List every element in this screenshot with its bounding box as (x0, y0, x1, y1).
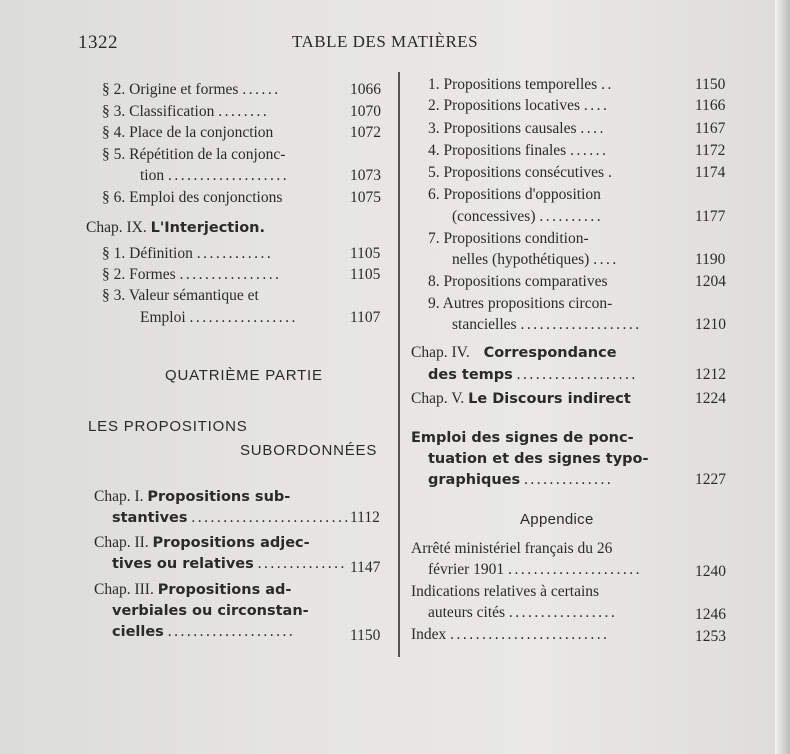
chapter-heading: Chap. IV. Correspondance (411, 344, 617, 361)
toc-page: 1105 (350, 245, 381, 262)
toc-entry: § 3. Classification ........ (102, 103, 270, 120)
toc-entry: 3. Propositions causales .... (428, 120, 606, 137)
toc-entry: février 1901 ..................... (428, 561, 642, 578)
toc-page: 1072 (350, 124, 381, 141)
toc-entry: 8. Propositions comparatives (428, 273, 608, 290)
section-heading: graphiques .............. (428, 471, 614, 488)
toc-entry: § 2. Formes ................ (102, 266, 282, 283)
toc-entry: 4. Propositions finales ...... (428, 142, 609, 159)
toc-page: 1066 (350, 81, 381, 98)
toc-page: 1240 (695, 563, 726, 580)
toc-page: 1070 (350, 103, 381, 120)
toc-page: 1177 (695, 208, 726, 225)
toc-entry: § 5. Répétition de la conjonc- (102, 146, 286, 163)
chapter-heading: cielles .................... (112, 623, 296, 640)
toc-entry: 1. Propositions temporelles .. (428, 76, 614, 93)
toc-entry: tion ................... (140, 167, 290, 184)
toc-page: 1190 (695, 251, 726, 268)
toc-entry: § 1. Définition ............ (102, 245, 274, 262)
chapter-heading: tives ou relatives .............. (112, 555, 347, 572)
toc-entry: (concessives) .......... (452, 208, 604, 225)
toc-page: 1172 (695, 142, 726, 159)
chapter-heading: Chap. IX. L'Interjection. (86, 219, 265, 236)
toc-entry: § 6. Emploi des conjonctions (102, 189, 283, 206)
toc-entry: § 4. Place de la conjonction (102, 124, 274, 141)
toc-entry: Index ......................... (411, 626, 610, 643)
toc-page: 1112 (350, 509, 380, 526)
toc-entry: 7. Propositions condition- (428, 230, 589, 247)
toc-page: 1150 (350, 627, 381, 644)
toc-page: 1224 (695, 390, 726, 407)
column-divider (398, 72, 400, 657)
chapter-heading: des temps ................... (428, 366, 638, 383)
toc-page: 1150 (695, 76, 726, 93)
toc-page: 1212 (695, 366, 726, 383)
toc-page: 1227 (695, 471, 726, 488)
chapter-heading: verbiales ou circonstan- (112, 603, 309, 619)
toc-page: 1073 (350, 167, 381, 184)
toc-entry: § 3. Valeur sémantique et (102, 287, 259, 304)
chapter-heading: Chap. I. Propositions sub- (94, 488, 291, 505)
chapter-heading: Chap. V. Le Discours indirect (411, 390, 631, 407)
toc-entry: § 2. Origine et formes ...... (102, 81, 281, 98)
toc-page: 1174 (695, 164, 726, 181)
toc-page: 1253 (695, 628, 726, 645)
toc-page: 1167 (695, 120, 726, 137)
toc-entry: 5. Propositions consécutives . (428, 164, 615, 181)
toc-page: 1246 (695, 606, 726, 623)
section-heading: LES PROPOSITIONS (88, 418, 248, 435)
toc-page: 1204 (695, 273, 726, 290)
toc-entry: Arrêté ministériel français du 26 (411, 540, 613, 557)
toc-entry: nelles (hypothétiques) .... (452, 251, 619, 268)
toc-entry: auteurs cités ................. (428, 604, 618, 621)
toc-page: 1147 (350, 559, 381, 576)
toc-entry: 2. Propositions locatives .... (428, 97, 610, 114)
section-heading: Emploi des signes de ponc- (411, 430, 634, 446)
toc-entry: 9. Autres propositions circon- (428, 295, 613, 312)
toc-entry: stancielles ................... (452, 316, 642, 333)
section-heading: tuation et des signes typo- (428, 451, 649, 467)
page-number: 1322 (78, 32, 118, 53)
section-heading: SUBORDONNÉES (240, 442, 378, 459)
running-title: TABLE DES MATIÈRES (292, 32, 479, 51)
page-edge (775, 0, 790, 754)
toc-entry: 6. Propositions d'opposition (428, 186, 601, 203)
appendix-heading: Appendice (520, 511, 594, 528)
chapter-heading: Chap. II. Propositions adjec- (94, 534, 310, 551)
toc-page: 1075 (350, 189, 381, 206)
toc-entry: Emploi ................. (140, 309, 298, 326)
toc-entry: Indications relatives à certains (411, 583, 600, 600)
part-heading: QUATRIÈME PARTIE (165, 367, 323, 384)
toc-page: 1107 (350, 309, 381, 326)
toc-page: 1210 (695, 316, 726, 333)
toc-page: 1166 (695, 97, 726, 114)
chapter-heading: stantives ......................... (112, 509, 351, 526)
toc-page: 1105 (350, 266, 381, 283)
chapter-heading: Chap. III. Propositions ad- (94, 581, 292, 598)
